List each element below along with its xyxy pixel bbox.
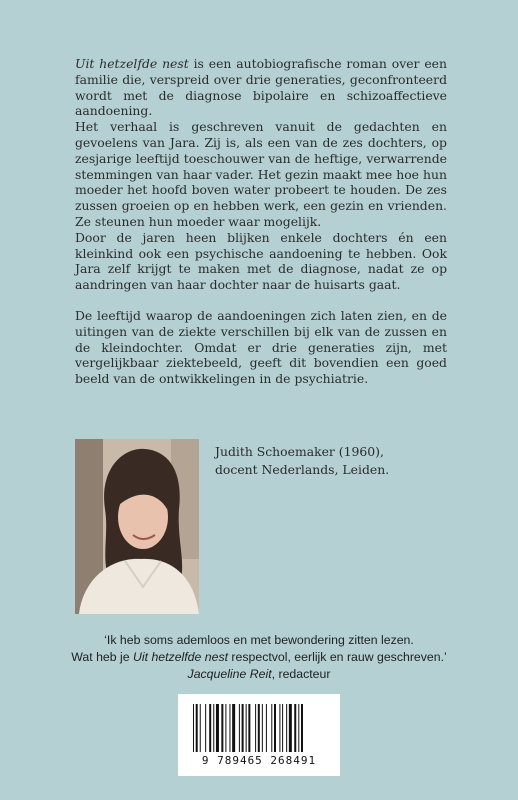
barcode-bar	[266, 704, 267, 752]
author-name-line: Judith Schoemaker (1960),	[215, 444, 384, 459]
barcode-bar	[221, 704, 223, 752]
author-bio	[215, 443, 455, 479]
author-role-line: docent Nederlands, Leiden.	[215, 462, 390, 477]
blurb-paragraph-1	[75, 56, 447, 119]
quote-line-1: ‘Ik heb soms ademloos en met bewondering zitten lezen.	[104, 633, 414, 647]
blurb-paragraph-2: Het verhaal is geschreven vanuit de gedachten en gevoelens van Jara. Zij is, als een van de zes dochters, op zesjarige leeftijd toeschouwer van de heftige, verwarrende stemmingen van haar vader. Het gezin maakt mee hoe hun moeder het hoofd boven water probeert te houden. De zes zussen groeien op en hebben werk, een gezin en vrienden. Ze steunen hun moeder waar mogelijk.	[75, 119, 447, 229]
barcode-bar	[225, 704, 226, 752]
author-portrait-image	[75, 439, 199, 614]
barcode-bar	[255, 704, 256, 752]
barcode-digits: 9 789465 268491	[201, 754, 317, 767]
quote-attribution-role: , redacteur	[271, 667, 331, 681]
isbn-barcode	[178, 694, 340, 776]
barcode-bars	[191, 704, 327, 754]
quote-line-2	[40, 649, 478, 666]
barcode-bar	[258, 704, 260, 752]
review-quote	[40, 632, 478, 683]
back-cover-blurb	[75, 56, 447, 387]
barcode-bar	[193, 704, 194, 752]
barcode-bar	[282, 704, 283, 752]
barcode-bar	[196, 704, 198, 752]
quote-line-2-post: respectvol, eerlijk en rauw geschreven.’	[228, 650, 447, 664]
barcode-bar	[279, 704, 280, 752]
barcode-bar	[229, 704, 230, 752]
barcode-bar	[209, 704, 211, 752]
barcode-bar	[274, 704, 276, 752]
blurb-paragraph-3: Door de jaren heen blijken enkele dochters én een kleinkind ook een psychische aandoening te hebben. Ook Jara zelf krijgt te maken met de diagnose, nadat ze op aandringen van haar dochter naar de huisarts gaat.	[75, 229, 447, 293]
quote-attribution	[40, 666, 478, 683]
barcode-bar	[205, 704, 206, 752]
barcode-bar	[213, 704, 214, 752]
barcode-bar	[271, 704, 272, 752]
author-photo	[75, 439, 199, 614]
barcode-bar	[298, 704, 299, 752]
quote-attribution-name: Jacqueline Reit	[187, 667, 272, 681]
barcode-bar	[294, 704, 296, 752]
barcode-bar	[239, 704, 240, 752]
blurb-paragraph-4: De leeftijd waarop de aandoeningen zich laten zien, en de uitingen van de ziekte verschillen bij elk van de zussen en de kleindochter. Omdat er drie generaties zijn, met vergelijkbaar ziektebeeld, geeft dit bovendien een goed beeld van de ontwikkelingen in de psychiatrie.	[75, 307, 447, 387]
barcode-bar	[286, 704, 287, 752]
barcode-bar	[301, 704, 303, 752]
barcode-bar	[242, 704, 244, 752]
barcode-bar	[262, 704, 263, 752]
barcode-bar	[289, 704, 292, 752]
barcode-bar	[246, 704, 247, 752]
book-title-italic: Uit hetzelfde nest	[75, 56, 189, 71]
barcode-bar	[232, 704, 235, 752]
barcode-bar	[248, 704, 250, 752]
quote-line-2-pre: Wat heb je	[71, 650, 133, 664]
quote-book-title: Uit hetzelfde nest	[133, 650, 229, 664]
barcode-bar	[216, 704, 219, 752]
barcode-bar	[200, 704, 201, 752]
blurb-p1-text: is een autobiografische roman over een familie die, verspreid over drie generaties, geconfronteerd wordt met de diagnose bipolaire en schizoaffectieve aandoening.	[75, 56, 447, 119]
